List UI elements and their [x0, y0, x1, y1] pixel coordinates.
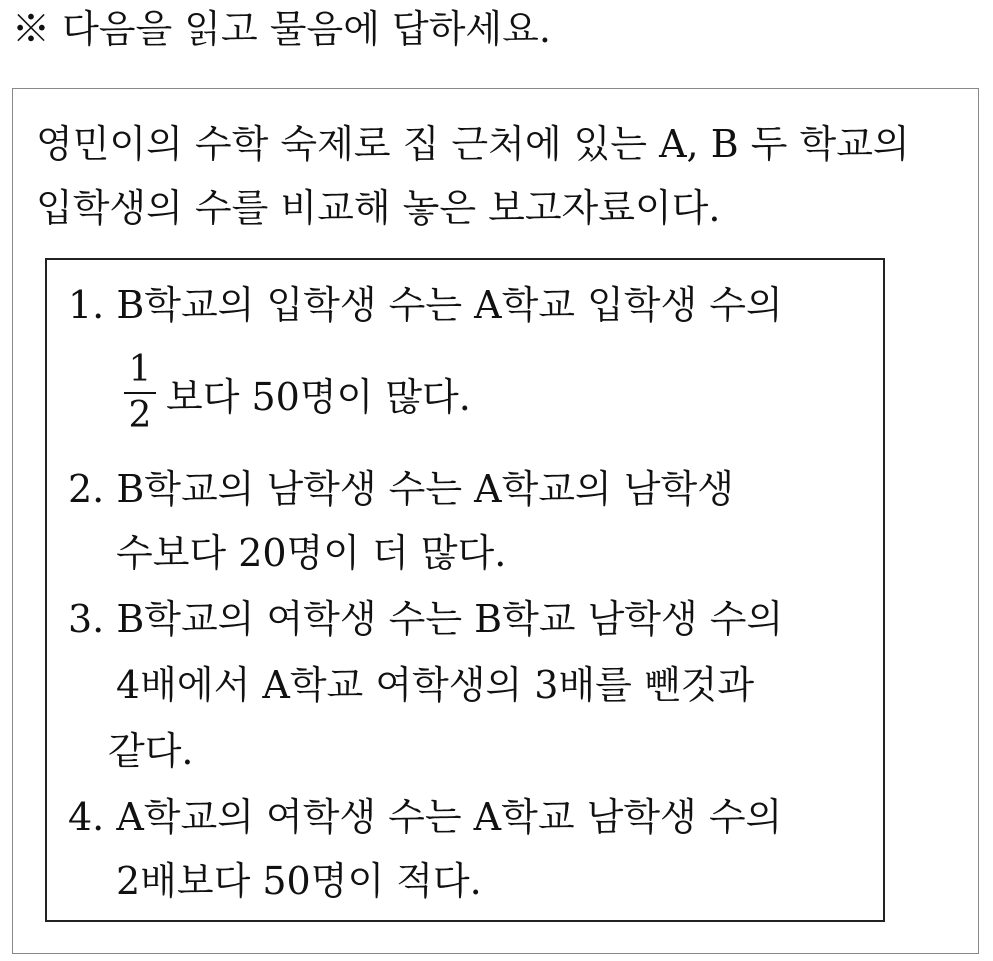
fraction-bar [124, 392, 156, 394]
instruction-text: ※ 다음을 읽고 물음에 답하세요. [12, 7, 551, 51]
intro-line-1: 영민이의 수학 숙제로 집 근처에 있는 A, B 두 학교의 [36, 122, 910, 166]
fraction-one-half [122, 350, 158, 436]
fraction-denominator: 2 [128, 395, 152, 436]
intro-line-2: 입학생의 수를 비교해 놓은 보고자료이다. [36, 186, 721, 230]
item-4-line-1: 4. A학교의 여학생 수는 A학교 남학생 수의 [68, 795, 783, 839]
item-1-line-1: 1. B학교의 입학생 수는 A학교 입학생 수의 [68, 283, 783, 327]
item-4-line-2: 2배보다 50명이 적다. [116, 859, 482, 903]
item-1-line-2: 보다 50명이 많다. [166, 375, 471, 419]
item-2-line-2: 수보다 20명이 더 많다. [116, 531, 507, 575]
fraction-numerator: 1 [128, 349, 152, 390]
item-3-line-1: 3. B학교의 여학생 수는 B학교 남학생 수의 [68, 597, 784, 641]
item-2-line-1: 2. B학교의 남학생 수는 A학교의 남학생 [68, 467, 734, 511]
problem-intro [36, 112, 910, 240]
item-3-line-2: 4배에서 A학교 여학생의 3배를 뺀것과 [116, 663, 755, 707]
item-3-line-3: 같다. [108, 729, 194, 773]
